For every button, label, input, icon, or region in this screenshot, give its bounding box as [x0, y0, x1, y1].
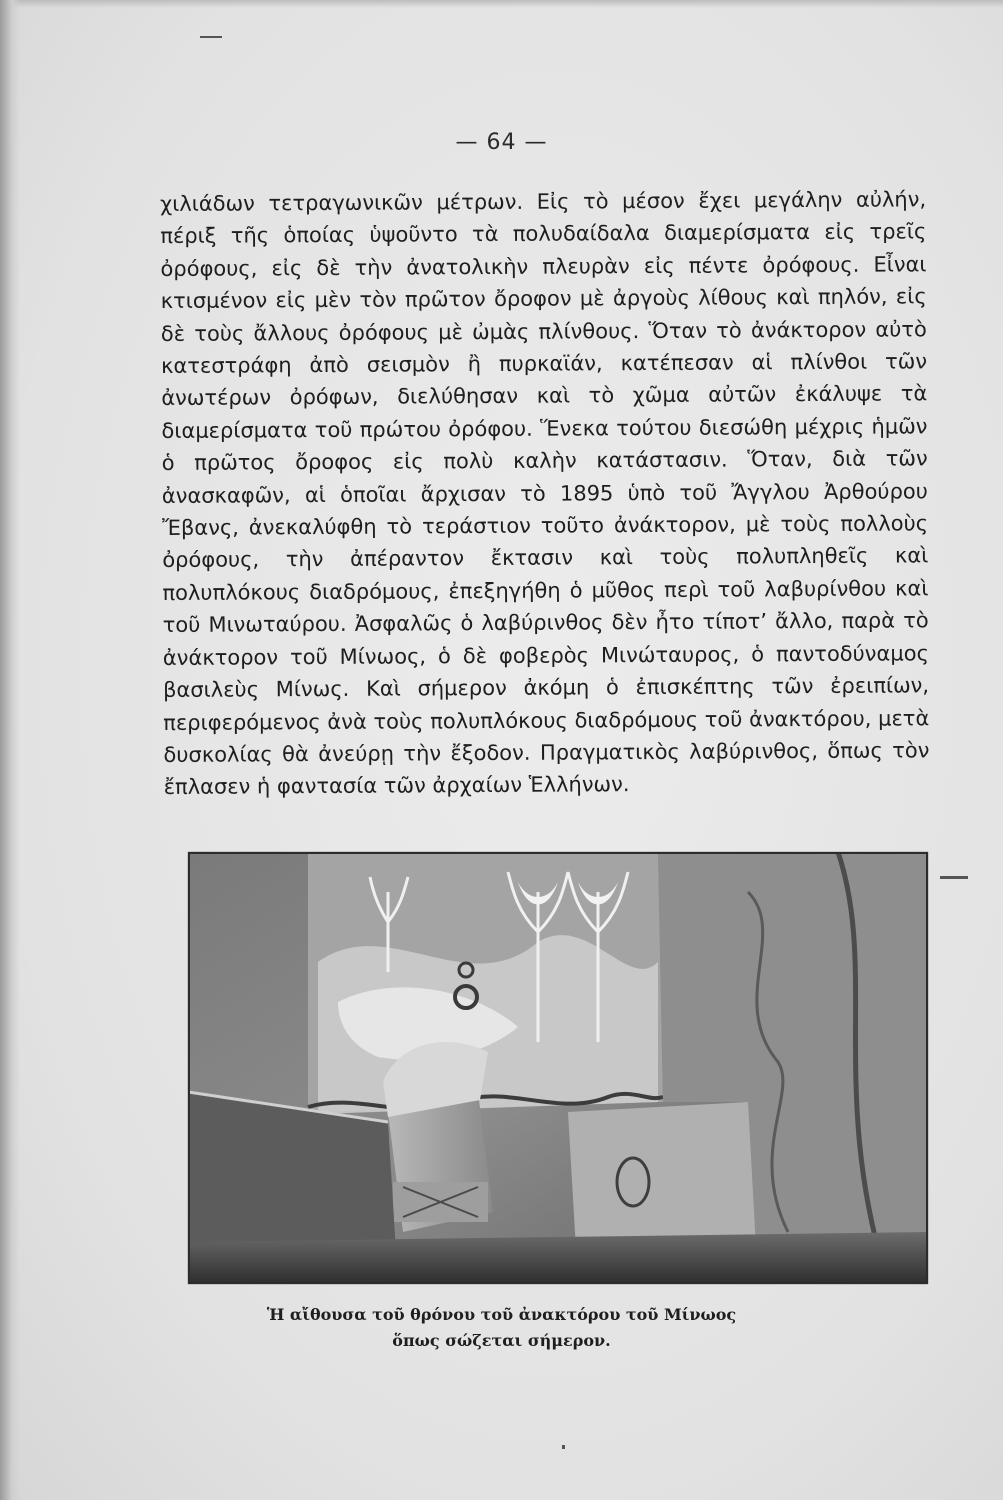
body-paragraph: χιλιάδων τετραγωνικῶν μέτρων. Εἰς τὸ μέσον ἔχει μεγάλην αὐλήν, πέριξ τῆς ὁποίας ὑψοῦντο τὰ πολυδαίδαλα διαμερίσματα εἰς τρεῖς ὀρόφους, εἰς δὲ τὴν ἀνατολικὴν πλευρὰν εἰς πέντε ὀρόφους. Εἶναι κτισμένον εἰς μὲν τὸν πρῶτον ὄροφον μὲ ἀργοὺς λίθους καὶ πηλόν, εἰς δὲ τοὺς ἄλλους ὀρόφους μὲ ὠμὰς πλίνθους. Ὅταν τὸ ἀνάκτορον αὐτὸ κατεστράφη ἀπὸ σεισμὸν ἢ πυρκαϊάν, κατέπεσαν αἱ πλίνθοι τῶν ἀνωτέρων ὀρόφων, διελύθησαν καὶ τὸ χῶμα αὐτῶν ἐκάλυψε τὰ διαμερίσματα τοῦ πρώτου ὀρόφου. Ἕνεκα τούτου διεσώθη μέχρις ἡμῶν ὁ πρῶτος ὄροφος εἰς πολὺ καλὴν κατάστασιν. Ὅταν, διὰ τῶν ἀνασκαφῶν, αἱ ὁποῖαι ἄρχισαν τὸ 1895 ὑπὸ τοῦ Ἄγγλου Ἀρθούρου Ἔβανς, ἀνεκαλύφθη τὸ τεράστιον τοῦτο ἀνάκτορον, μὲ τοὺς πολλοὺς ὀρόφους, τὴν ἀπέραντον ἔκτασιν καὶ τοὺς πολυπληθεῖς καὶ πολυπλόκους διαδρόμους, ἐπεξηγήθη ὁ μῦθος περὶ τοῦ λαβυρίνθου καὶ τοῦ Μινωταύρου. Ἀσφαλῶς ὁ λαβύρινθος δὲν ἦτο τίποτ’ ἄλλο, παρὰ τὸ ἀνάκτορον τοῦ Μίνωος, ὁ δὲ φοβερὸς Μινώταυρος, ὁ παντοδύναμος βασιλεὺς Μίνως. Καὶ σήμερον ἀκόμη ὁ ἐπισκέπτης τῶν ἐρειπίων, περιφερόμενος ἀνὰ τοὺς πολυπλόκους διαδρόμους τοῦ ἀνακτόρου, μετὰ δυσκολίας θὰ ἀνεύρῃ τὴν ἔξοδον. Πραγματικὸς λαβύρινθος, ὅπως τὸν ἔπλασεν ἡ φαντασία τῶν ἀρχαίων Ἑλλήνων.	[160, 187, 930, 800]
scan-speck	[200, 36, 222, 38]
page-number: — 64 —	[455, 130, 548, 155]
scan-speck	[562, 1445, 565, 1449]
page-binding-shadow	[0, 0, 20, 1500]
page-top-edge	[0, 0, 1003, 8]
caption-line-2: ὅπως σώζεται σήμερον.	[392, 1331, 611, 1350]
scan-speck	[940, 876, 968, 879]
throne-room-photo	[188, 852, 928, 1284]
caption-line-1: Ἡ αἴθουσα τοῦ θρόνου τοῦ ἀνακτόρου τοῦ Μίνωος	[266, 1305, 737, 1324]
figure-caption	[0, 1302, 1003, 1354]
